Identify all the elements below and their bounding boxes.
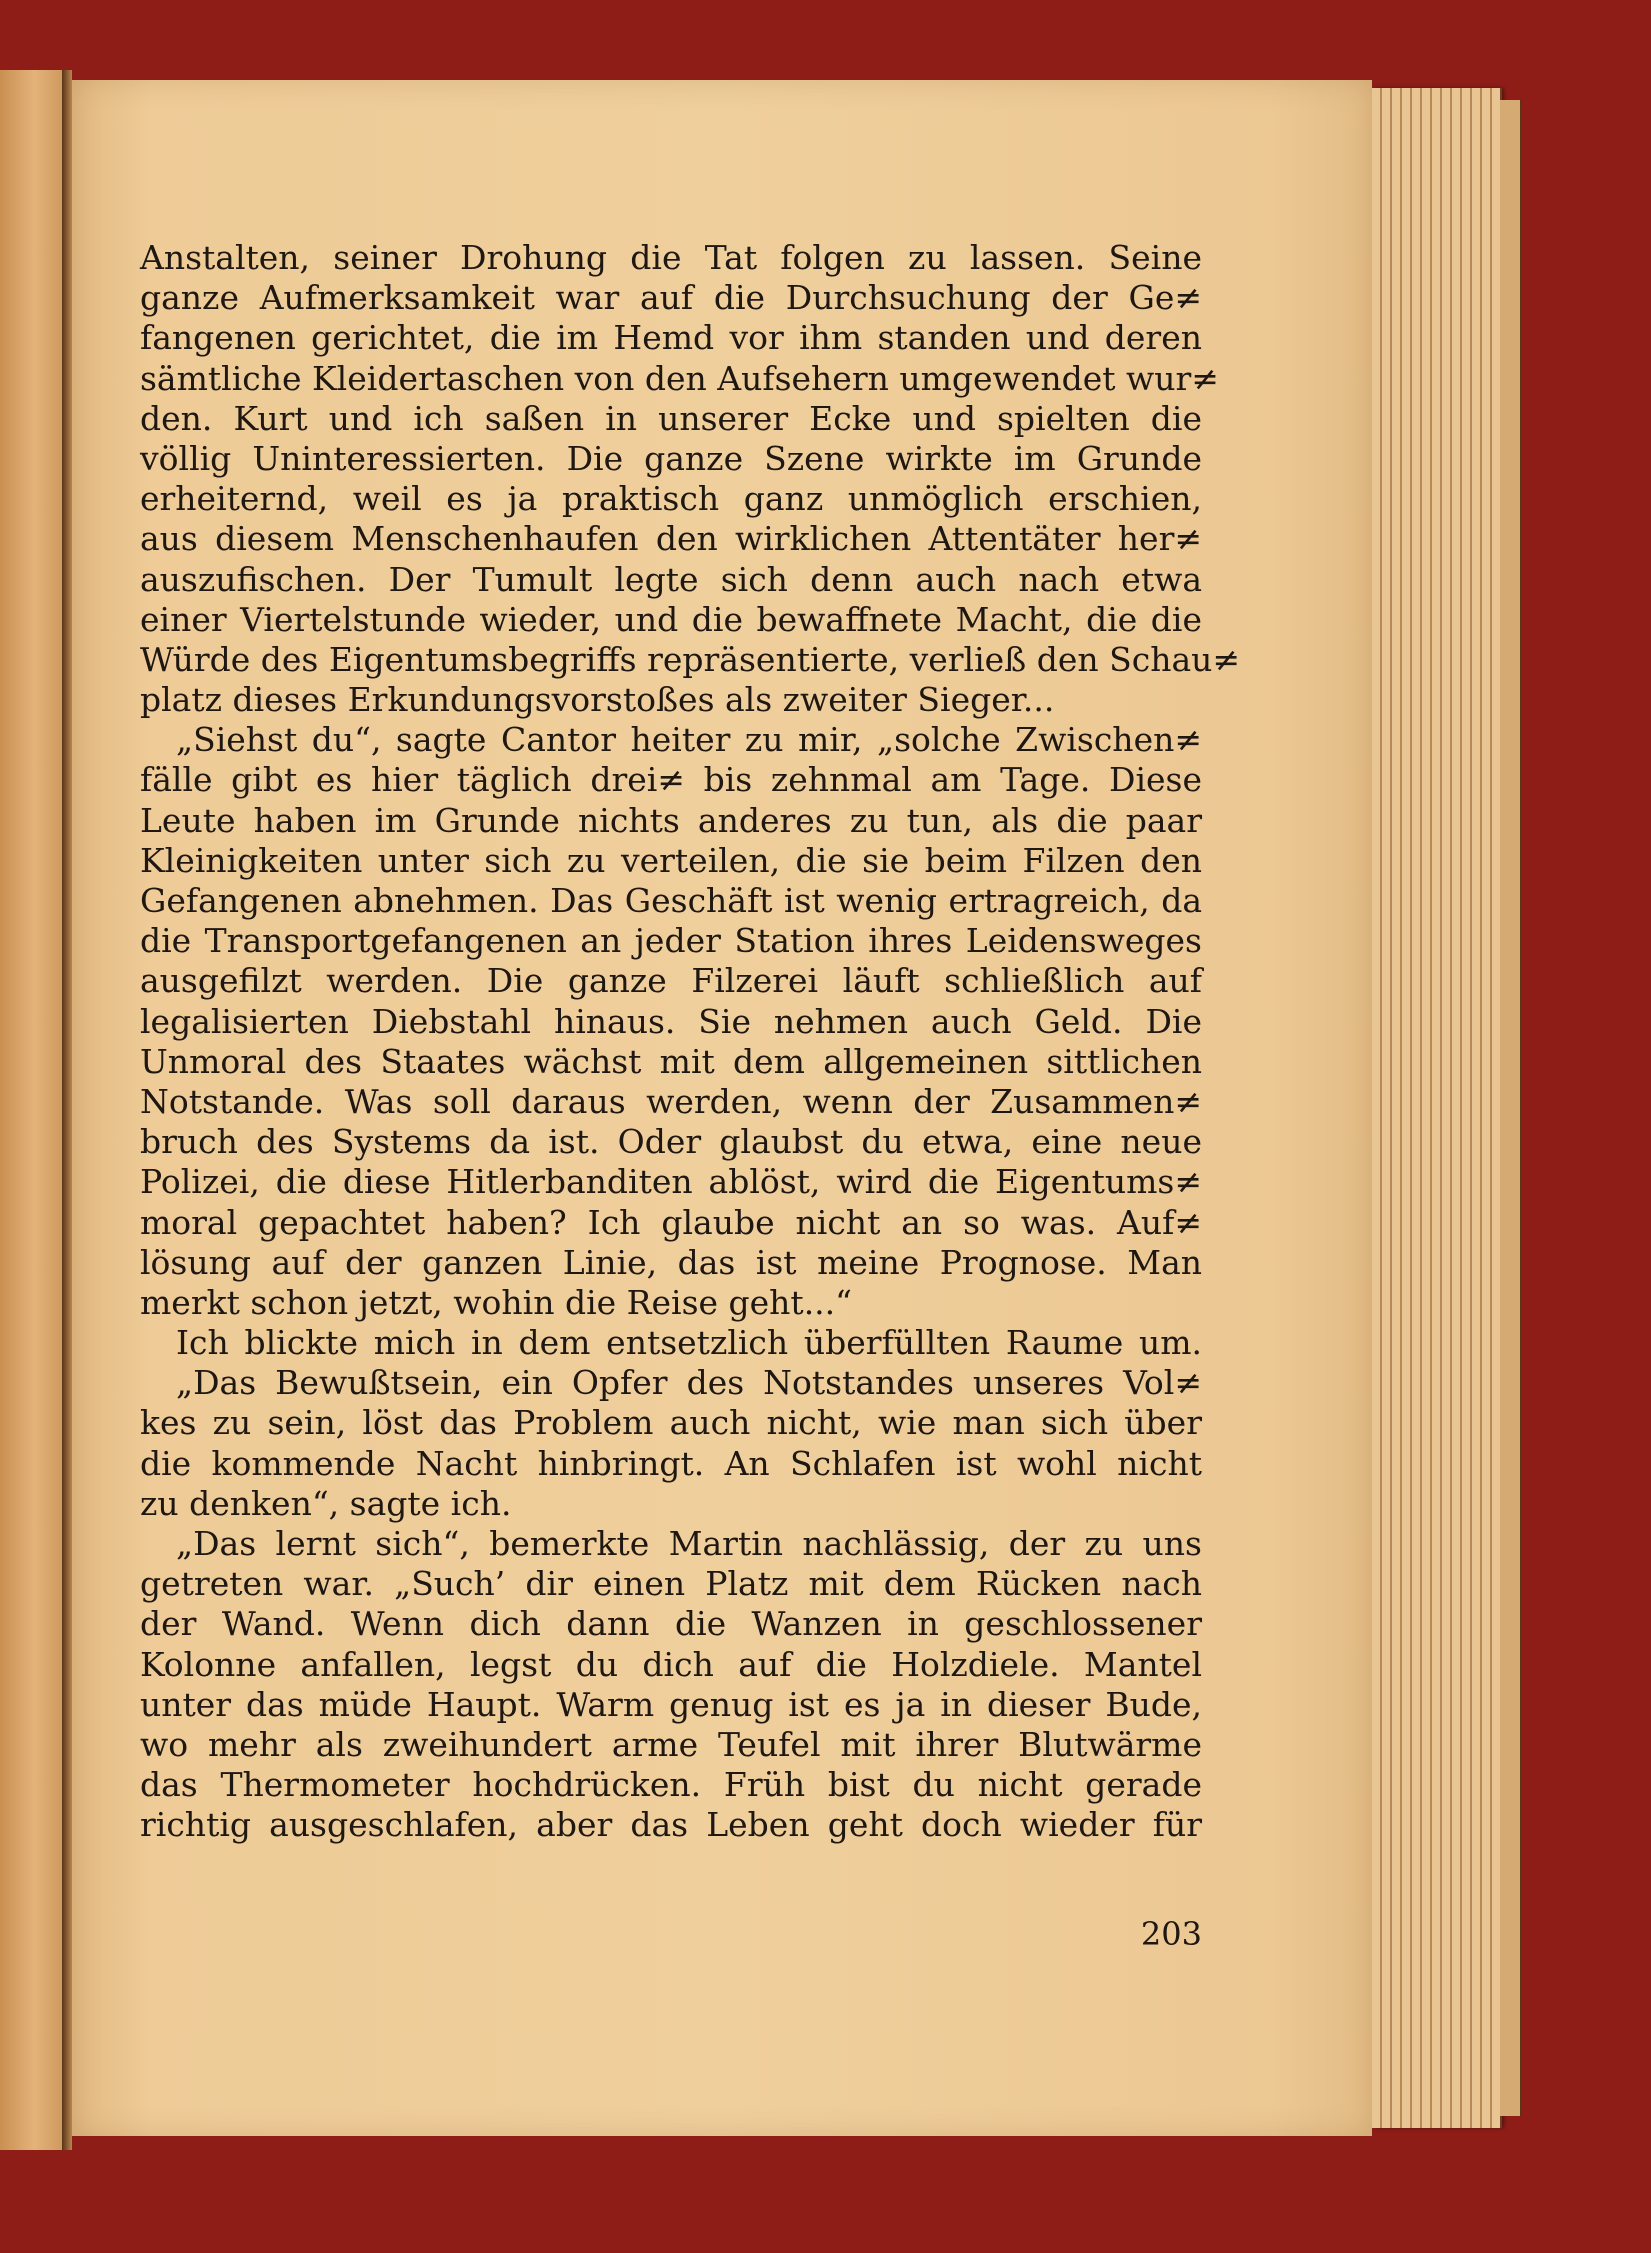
body-text <box>140 238 1241 1846</box>
page-stack-tail <box>1500 100 1522 2116</box>
text-line: Anstalten, seiner Drohung die Tat folgen zu lassen. Seine <box>140 238 1202 277</box>
text-line: fangenen gerichtet, die im Hemd vor ihm standen und deren <box>140 318 1202 358</box>
page-stack-edges <box>1372 88 1502 2128</box>
text-line: Würde des Eigentumsbegriffs repräsentierte, verließ den Schau≠ <box>140 639 1241 679</box>
text-line: Leute haben im Grunde nichts anderes zu tun, als die paar <box>140 800 1202 840</box>
text-line: „Siehst du“, sagte Cantor heiter zu mir, „solche Zwischen≠ <box>176 720 1202 760</box>
text-line: ausgefilzt werden. Die ganze Filzerei läuft schließlich auf <box>140 961 1202 1001</box>
text-line: den. Kurt und ich saßen in unserer Ecke und spielten die <box>140 398 1202 438</box>
text-line: völlig Uninteressierten. Die ganze Szene wirkte im Grunde <box>140 438 1202 478</box>
text-line: das Thermometer hochdrücken. Früh bist du nicht gerade <box>140 1765 1202 1805</box>
text-line: erheiternd, weil es ja praktisch ganz unmöglich erschien, <box>140 479 1202 519</box>
text-line: Ich blickte mich in dem entsetzlich überfüllten Raume um. <box>176 1323 1202 1363</box>
text-line: auszufischen. Der Tumult legte sich denn auch nach etwa <box>140 559 1202 599</box>
text-line: die kommende Nacht hinbringt. An Schlafen ist wohl nicht <box>140 1443 1202 1483</box>
text-line: kes zu sein, löst das Problem auch nicht, wie man sich über <box>140 1403 1202 1443</box>
text-line: sämtliche Kleidertaschen von den Aufsehern umgewendet wur≠ <box>140 358 1219 398</box>
text-line: platz dieses Erkundungsvorstoßes als zweiter Sieger... <box>140 680 1055 720</box>
text-line: der Wand. Wenn dich dann die Wanzen in geschlossener <box>140 1604 1202 1644</box>
text-line: Gefangenen abnehmen. Das Geschäft ist wenig ertragreich, da <box>140 881 1202 920</box>
text-line: die Transportgefangenen an jeder Station ihres Leidensweges <box>140 921 1202 961</box>
text-line: Kolonne anfallen, legst du dich auf die Holzdiele. Mantel <box>140 1644 1202 1684</box>
text-line: unter das müde Haupt. Warm genug ist es ja in dieser Bude, <box>140 1684 1202 1724</box>
text-line: ganze Aufmerksamkeit war auf die Durchsuchung der Ge≠ <box>140 278 1202 318</box>
text-line: aus diesem Menschenhaufen den wirklichen Attentäter her≠ <box>140 519 1202 559</box>
text-line: fälle gibt es hier täglich drei≠ bis zehnmal am Tage. Diese <box>140 760 1202 800</box>
text-line: bruch des Systems da ist. Oder glaubst du etwa, eine neue <box>140 1122 1202 1162</box>
text-line: lösung auf der ganzen Linie, das ist meine Prognose. Man <box>140 1242 1202 1282</box>
text-line: Polizei, die diese Hitlerbanditen ablöst, wird die Eigentums≠ <box>140 1162 1202 1202</box>
text-line: wo mehr als zweihundert arme Teufel mit ihrer Blutwärme <box>140 1724 1202 1764</box>
text-line: Kleinigkeiten unter sich zu verteilen, die sie beim Filzen den <box>140 840 1202 880</box>
left-page-edge <box>0 70 65 2150</box>
text-line: „Das Bewußtsein, ein Opfer des Notstandes unseres Vol≠ <box>176 1363 1202 1403</box>
text-line: „Das lernt sich“, bemerkte Martin nachlässig, der zu uns <box>176 1524 1202 1563</box>
text-line: Notstande. Was soll daraus werden, wenn der Zusammen≠ <box>140 1081 1202 1121</box>
text-line: richtig ausgeschlafen, aber das Leben geht doch wieder für <box>140 1805 1202 1845</box>
text-line: moral gepachtet haben? Ich glaube nicht an so was. Auf≠ <box>140 1202 1202 1242</box>
text-line: merkt schon jetzt, wohin die Reise geht...“ <box>140 1282 853 1322</box>
text-line: Unmoral des Staates wächst mit dem allgemeinen sittlichen <box>140 1041 1202 1081</box>
page-number: 203 <box>1140 1915 1202 1953</box>
text-line: legalisierten Diebstahl hinaus. Sie nehmen auch Geld. Die <box>140 1001 1202 1041</box>
text-line: zu denken“, sagte ich. <box>140 1483 512 1523</box>
text-line: getreten war. „Such’ dir einen Platz mit dem Rücken nach <box>140 1564 1202 1604</box>
book-gutter <box>62 70 72 2150</box>
text-line: einer Viertelstunde wieder, und die bewaffnete Macht, die die <box>140 599 1202 639</box>
